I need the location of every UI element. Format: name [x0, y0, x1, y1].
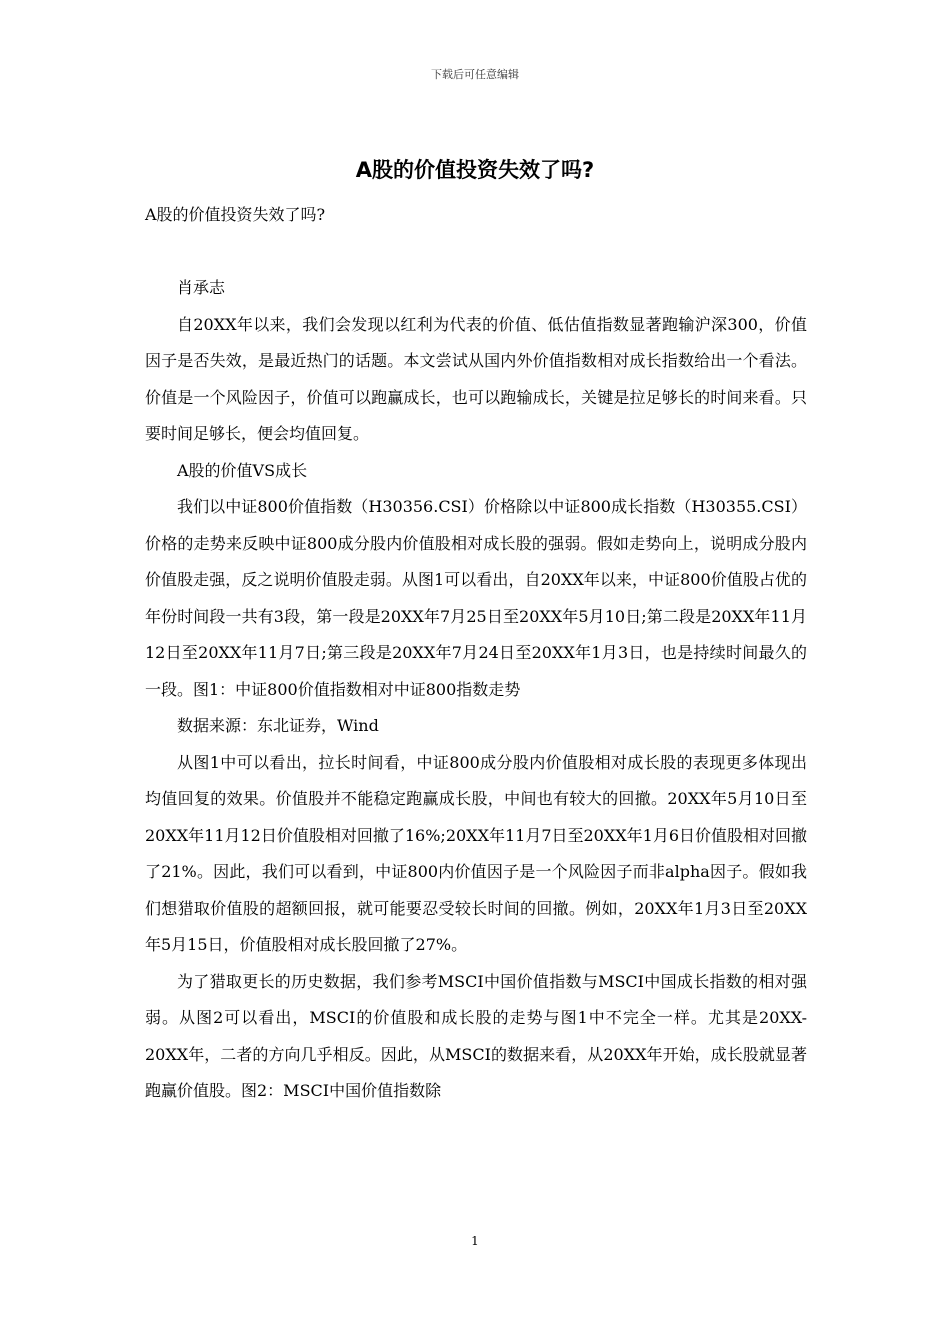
blank-line	[145, 234, 807, 271]
author-name: 肖承志	[177, 278, 226, 297]
body-paragraph: 为了猎取更长的历史数据，我们参考MSCI中国价值指数与MSCI中国成长指数的相对强弱。从图2可以看出，MSCI的价值股和成长股的走势与图1中不完全一样。尤其是20XX-20XX年，二者的方向几乎相反。因此，从MSCI的数据来看，从20XX年开始，成长股就显著跑赢价值股。图2：MSCI中国价值指数除	[145, 971, 807, 1100]
page-header-note: 下载后可任意编辑	[431, 68, 519, 81]
data-source-note: 数据来源：东北证券，Wind	[177, 716, 379, 735]
document-body	[145, 197, 807, 1110]
body-paragraph: 从图1中可以看出，拉长时间看，中证800成分股内价值股相对成长股的表现更多体现出均值回复的效果。价值股并不能稳定跑赢成长股，中间也有较大的回撤。20XX年5月10日至20XX年11月12日价值股相对回撤了16%;20XX年11月7日至20XX年1月6日价值股相对回撤了21%。因此，我们可以看到，中证800内价值因子是一个风险因子而非alpha因子。假如我们想猎取价值股的超额回报，就可能要忍受较长时间的回撤。例如，20XX年1月3日至20XX年5月15日，价值股相对成长股回撤了27%。	[145, 752, 807, 954]
intro-paragraph: 自20XX年以来，我们会发现以红利为代表的价值、低估值指数显著跑输沪深300，价值因子是否失效，是最近热门的话题。本文尝试从国内外价值指数相对成长指数给出一个看法。价值是一个风险因子，价值可以跑赢成长，也可以跑输成长，关键是拉足够长的时间来看。只要时间足够长，便会均值回复。	[145, 314, 807, 443]
section-heading: A股的价值VS成长	[177, 460, 308, 480]
body-paragraph: 我们以中证800价值指数（H30356.CSI）价格除以中证800成长指数（H30355.CSI）价格的走势来反映中证800成分股内价值股相对成长股的强弱。假如走势向上，说明成分股内价值股走强，反之说明价值股走弱。从图1可以看出，自20XX年以来，中证800价值股占优的年份时间段一共有3段，第一段是20XX年7月25日至20XX年5月10日;第二段是20XX年11月12日至20XX年11月7日;第三段是20XX年7月24日至20XX年1月3日，也是持续时间最久的一段。图1：中证800价值指数相对中证800指数走势	[145, 497, 807, 699]
subtitle-paragraph: A股的价值投资失效了吗?	[145, 205, 326, 224]
page-number: 1	[471, 1234, 479, 1248]
document-title: A股的价值投资失效了吗?	[355, 158, 595, 182]
